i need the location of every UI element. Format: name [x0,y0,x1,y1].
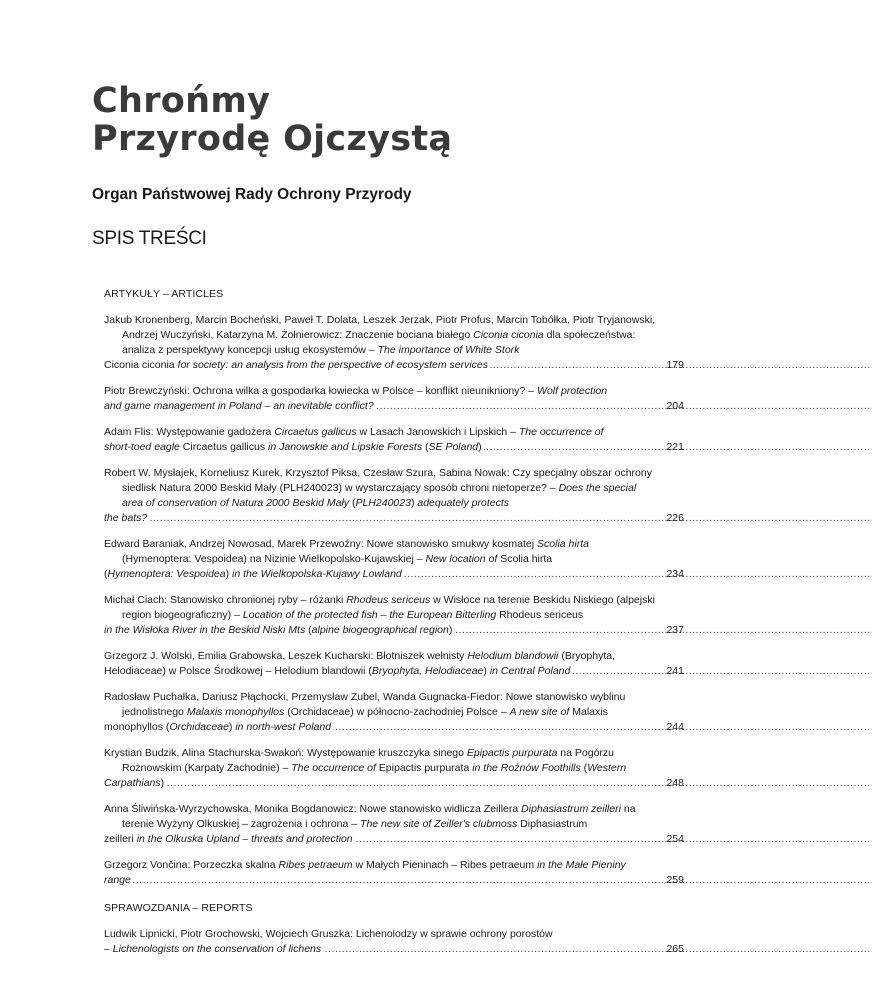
toc-entry-text: Grzegorz J. Wolski, Emilia Grabowska, Leszek Kucharski: Błotniszek wełnisty Helodium blandowii (Bryophyta, [104,650,616,662]
toc-entry [104,593,684,638]
toc-entry-last-line-text: – Lichenologists on the conservation of lichens [104,943,322,955]
toc-entry-page-number: 244 [666,721,684,733]
toc-entry [104,802,684,847]
journal-title-line-2: Przyrodę Ojczystą [92,119,453,159]
toc-entry-last-line [104,720,684,735]
toc-entry-text: Edward Baraniak, Andrzej Nowosad, Marek Przewoźny: Nowe stanowisko smukwy kosmatej Scolia hirta (Hymenoptera: Vespoidea) na Nizinie Wielkopolsko-Kujawskiej – New location of Scolia hirta [104,538,589,565]
toc-heading: SPIS TREŚCI [92,228,207,249]
toc-entry-text: Ludwik Lipnicki, Piotr Grochowski, Wojciech Gruszka: Lichenolodzy w sprawie ochrony porostów [104,928,553,940]
reports-list [104,927,684,957]
toc-entry [104,313,684,373]
toc-entry-text: Krystian Budzik, Alina Stachurska-Swakoń: Występowanie kruszczyka sinego Epipactis purpurata na Pogórzu Rożnowskim (Karpaty Zachodnie) – The occurrence of Epipactis purpurata in the Rożnów Foothills (Western [104,747,627,774]
toc-entry-page-number: 254 [666,833,684,845]
journal-subtitle: Organ Państwowej Rady Ochrony Przyrody [92,186,412,203]
toc-entry-page-number: 221 [666,441,684,453]
toc-entry [104,927,684,957]
toc-entry-last-line [104,358,684,373]
toc-entry-last-line-text: the bats? [104,512,148,524]
toc-entry-last-line [104,832,684,847]
toc-entry-text: Jakub Kronenberg, Marcin Bocheński, Paweł T. Dolata, Leszek Jerzak, Piotr Profus, Marcin Tobółka, Piotr Tryjanowski, Andrzej Wuczyński, Katarzyna M. Żołnierowicz: Znaczenie bociana białego Ciconia ciconia dla społeczeństwa: analiza z perspektywy koncepcji usług ekosystemów – The importance of White Stork [104,314,656,356]
toc-entry-last-line-text: zeilleri in the Olkuska Upland – threats and protection [104,833,353,845]
toc-entry-last-line-text: in the Wisłoka River in the Beskid Niski Mts (alpine biogeographical region) [104,624,453,636]
toc-entry-last-line [104,664,684,679]
table-of-contents [104,288,684,968]
toc-entry-last-line-text: (Hymenoptera: Vespoidea) in the Wielkopolska-Kujawy Lowland [104,568,402,580]
toc-entry-last-line [104,776,684,791]
toc-entry-last-line-text: Helodiaceae) w Polsce Środkowej – Helodium blandowii (Bryophyta, Helodiaceae) in Central Poland [104,665,571,677]
toc-entry-text: Grzegorz Vončina: Porzeczka skalna Ribes petraeum w Małych Pieninach – Ribes petraeum in the Małe Pieniny [104,859,626,871]
toc-entry-page-number: 234 [666,568,684,580]
toc-entry [104,537,684,582]
toc-entry-page-number: 248 [666,777,684,789]
toc-entry [104,690,684,735]
toc-entry-last-line [104,399,684,414]
section-label-reports: SPRAWOZDANIA – REPORTS [104,902,253,914]
toc-entry [104,466,684,526]
toc-entry-last-line [104,873,684,888]
toc-entry-text: Robert W. Mysłajek, Korneliusz Kurek, Krzysztof Piksa, Czesław Szura, Sabina Nowak: Czy specjalny obszar ochrony siedlisk Natura 2000 Beskid Mały (PLH240023) w wystarczający sposób chroni nietoperze? – Does the special area of conservation of Natura 2000 Beskid Mały (PLH240023) adequately protects [104,467,652,509]
toc-entry-page-number: 265 [666,943,684,955]
toc-entry-text: Piotr Brewczyński: Ochrona wilka a gospodarka łowiecka w Polsce – konflikt nieunikniony? – Wolf protection [104,385,608,397]
toc-entry-page-number: 237 [666,624,684,636]
toc-entry-text: Anna Śliwińska-Wyrzychowska, Monika Bogdanowicz: Nowe stanowisko widlicza Zeillera Diphasiastrum zeilleri na terenie Wyżyny Olkuskiej – zagrożenia i ochrona – The new site of Zeiller's clubmoss Diphasiastrum [104,803,636,830]
toc-entry-page-number: 259 [666,874,684,886]
journal-title [92,82,452,158]
toc-entry [104,425,684,455]
section-label-articles: ARTYKUŁY – ARTICLES [104,288,224,300]
toc-entry-text: Radosław Puchałka, Dariusz Płąchocki, Przemysław Zubel, Wanda Gugnacka-Fiedor: Nowe stanowisko wyblinu jednolistnego Malaxis monophyllos (Orchidaceae) w północno-zachodniej Polsce – A new site of Malaxis [104,691,626,718]
toc-entry-last-line-text: short-toed eagle Circaetus gallicus in Janowskie and Lipskie Forests (SE Poland) [104,441,482,453]
toc-entry-last-line-text: monophyllos (Orchidaceae) in north-west Poland [104,721,332,733]
toc-entry-last-line [104,623,684,638]
toc-entry [104,649,684,679]
toc-entry-last-line [104,440,684,455]
toc-entry-page-number: 179 [666,359,684,371]
toc-entry-page-number: 204 [666,400,684,412]
journal-title-line-1: Chrońmy [92,81,271,121]
toc-entry-last-line [104,511,684,526]
toc-entry-last-line [104,567,684,582]
toc-entry [104,384,684,414]
toc-entry [104,746,684,791]
articles-list [104,313,684,888]
toc-entry-last-line-text: range [104,874,131,886]
toc-entry-last-line-text: and game management in Poland – an inevitable conflict? [104,400,374,412]
toc-entry-text: Adam Flis: Występowanie gadożera Circaetus gallicus w Lasach Janowskich i Lipskich – The occurrence of [104,426,604,438]
toc-entry-last-line-text: Ciconia ciconia for society: an analysis from the perspective of ecosystem services [104,359,489,371]
toc-entry [104,858,684,888]
toc-entry-page-number: 226 [666,512,684,524]
toc-entry-last-line [104,942,684,957]
toc-entry-page-number: 241 [666,665,684,677]
toc-entry-text: Michał Ciach: Stanowisko chronionej ryby – różanki Rhodeus sericeus w Wisłoce na terenie Beskidu Niskiego (alpejski region biogeograficzny) – Location of the protected fish – the European Bitterling Rhodeus sericeus [104,594,655,621]
toc-entry-last-line-text: Carpathians) [104,777,165,789]
